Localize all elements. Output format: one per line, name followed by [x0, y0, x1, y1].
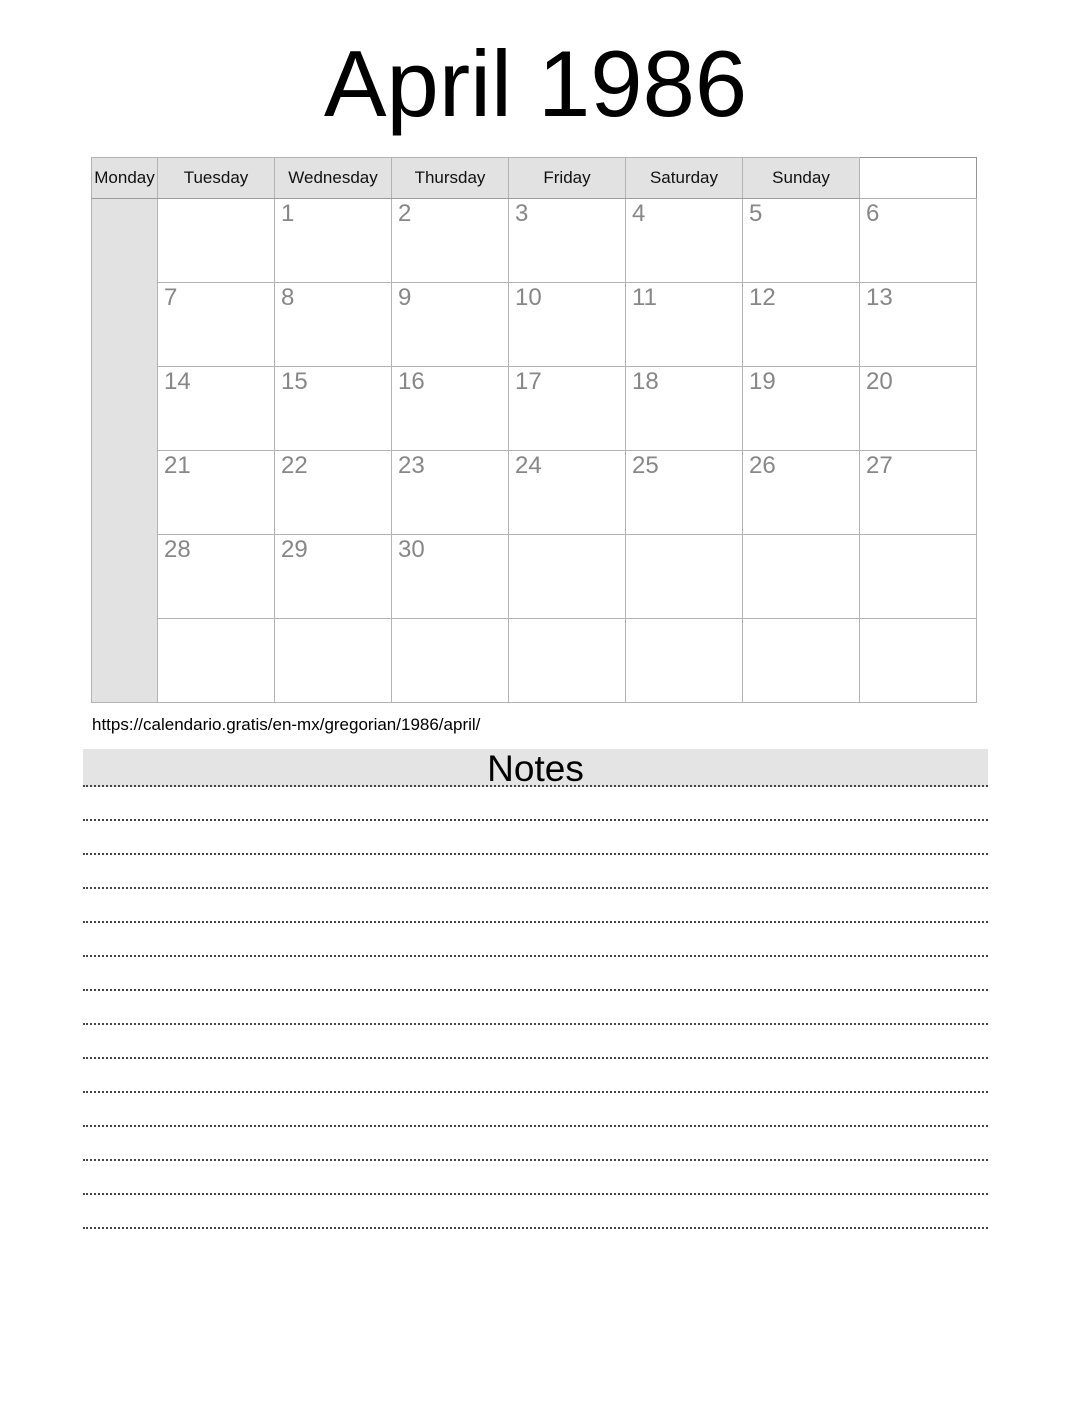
calendar-day-cell-empty	[743, 618, 860, 702]
weekday-header-wednesday: Wednesday	[275, 157, 392, 198]
calendar-day-cell-18: 18	[626, 366, 743, 450]
calendar-day-cell-24: 24	[509, 450, 626, 534]
calendar-page	[0, 31, 1071, 1421]
calendar-day-cell-1: 1	[275, 198, 392, 282]
calendar-day-cell-10: 10	[509, 282, 626, 366]
notes-line	[83, 923, 988, 957]
calendar-week-row	[92, 450, 977, 534]
calendar-day-cell-empty	[509, 534, 626, 618]
calendar-day-cell-empty	[158, 198, 275, 282]
calendar-week-row	[92, 534, 977, 618]
calendar-day-cell-19: 19	[743, 366, 860, 450]
notes-line	[83, 991, 988, 1025]
notes-line	[83, 1025, 988, 1059]
calendar-day-cell-20: 20	[860, 366, 977, 450]
calendar-day-cell-empty	[392, 618, 509, 702]
calendar-day-cell-empty	[275, 618, 392, 702]
calendar-day-cell-11: 11	[626, 282, 743, 366]
calendar-day-cell-27: 27	[860, 450, 977, 534]
calendar-day-cell-21: 21	[158, 450, 275, 534]
notes-title: Notes	[487, 748, 584, 790]
weekday-header-thursday: Thursday	[392, 157, 509, 198]
calendar-day-cell-30: 30	[392, 534, 509, 618]
notes-lines	[83, 787, 988, 1229]
calendar-day-cell-empty	[509, 618, 626, 702]
notes-header	[83, 748, 988, 790]
calendar-day-cell-26: 26	[743, 450, 860, 534]
calendar-week-row	[92, 618, 977, 702]
calendar-day-cell-empty	[626, 534, 743, 618]
calendar-day-cell-7: 7	[158, 282, 275, 366]
notes-line	[83, 957, 988, 991]
calendar-day-cell-6: 6	[860, 198, 977, 282]
calendar-table	[91, 157, 977, 703]
weekday-header-friday: Friday	[509, 157, 626, 198]
calendar-day-cell-15: 15	[275, 366, 392, 450]
weekday-header-sunday: Sunday	[743, 157, 860, 198]
week-number-column	[92, 198, 158, 702]
calendar-day-cell-17: 17	[509, 366, 626, 450]
calendar-day-cell-9: 9	[392, 282, 509, 366]
calendar-week-row	[92, 198, 977, 282]
calendar-day-cell-14: 14	[158, 366, 275, 450]
weekday-header-saturday: Saturday	[626, 157, 743, 198]
notes-line	[83, 1059, 988, 1093]
notes-line	[83, 1093, 988, 1127]
calendar-day-cell-3: 3	[509, 198, 626, 282]
calendar-day-cell-22: 22	[275, 450, 392, 534]
calendar-day-cell-29: 29	[275, 534, 392, 618]
calendar-day-cell-13: 13	[860, 282, 977, 366]
calendar-day-cell-empty	[860, 618, 977, 702]
weekday-header-tuesday: Tuesday	[158, 157, 275, 198]
calendar-day-cell-23: 23	[392, 450, 509, 534]
weekday-header-monday: Monday	[92, 157, 158, 198]
calendar-week-row	[92, 366, 977, 450]
notes-line	[83, 889, 988, 923]
page-title: April 1986	[323, 31, 748, 136]
calendar-day-cell-8: 8	[275, 282, 392, 366]
calendar-day-cell-5: 5	[743, 198, 860, 282]
calendar-day-cell-empty	[743, 534, 860, 618]
notes-line	[83, 821, 988, 855]
calendar-day-cell-28: 28	[158, 534, 275, 618]
notes-line	[83, 1127, 988, 1161]
notes-line	[83, 1161, 988, 1195]
calendar-day-cell-4: 4	[626, 198, 743, 282]
calendar-day-cell-empty	[158, 618, 275, 702]
calendar-day-cell-2: 2	[392, 198, 509, 282]
calendar-day-cell-empty	[626, 618, 743, 702]
notes-line	[83, 855, 988, 889]
calendar-day-cell-12: 12	[743, 282, 860, 366]
notes-line	[83, 787, 988, 821]
notes-line	[83, 1195, 988, 1229]
calendar-day-cell-25: 25	[626, 450, 743, 534]
calendar-day-cell-empty	[860, 534, 977, 618]
weekday-header-row	[92, 157, 977, 198]
calendar-day-cell-16: 16	[392, 366, 509, 450]
calendar-week-row	[92, 282, 977, 366]
source-url[interactable]: https://calendario.gratis/en-mx/gregorian/1986/april/	[92, 714, 481, 734]
